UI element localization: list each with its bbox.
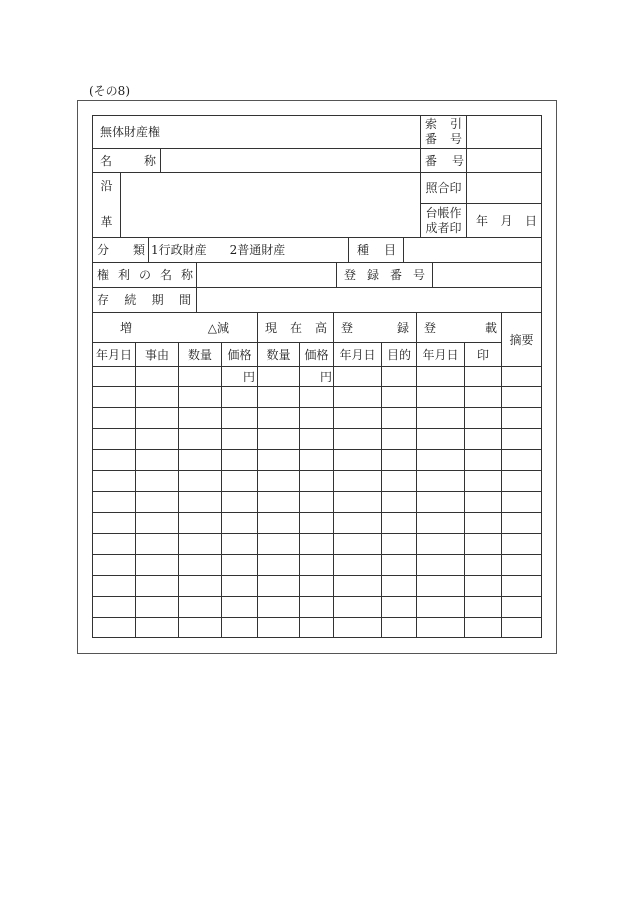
right-name-label: 権 利 の 名 称 <box>97 268 193 282</box>
ledger-cell-registration-date <box>334 408 382 428</box>
ledger-header <box>93 313 541 367</box>
number-label-cell <box>421 149 467 172</box>
ledger-cell-registration-date <box>334 429 382 449</box>
ledger-row <box>93 618 541 638</box>
category-label-cell <box>93 238 149 262</box>
ledger-cell-reason <box>136 576 179 596</box>
ledger-cell-registration-purpose <box>382 450 417 470</box>
column-header-entry-seal: 印 <box>476 347 489 362</box>
ledger-cell-balance-price <box>300 408 334 428</box>
ledger-cell-entry-date <box>417 618 465 637</box>
history-label-line2: 革 <box>100 215 113 229</box>
ledger-cell-quantity <box>179 597 222 617</box>
remarks-label: 摘要 <box>509 332 534 347</box>
ledger-cell-date <box>93 367 136 386</box>
increase-label: 増 <box>120 320 133 335</box>
ledger-cell-entry-seal <box>465 555 502 575</box>
ledger-cell-entry-seal <box>465 367 502 386</box>
name-row <box>93 149 541 173</box>
column-header-balance-price: 価格 <box>300 343 334 366</box>
ledger-row <box>93 597 541 618</box>
ledger-cell-registration-date <box>334 555 382 575</box>
ledger-cell-entry-seal <box>465 450 502 470</box>
ledger-cell-reason <box>136 534 179 554</box>
ledger-cell-reason <box>136 555 179 575</box>
ledger-cell-quantity <box>179 408 222 428</box>
ledger-cell-reason <box>136 367 179 386</box>
ledger-cell-entry-seal <box>465 387 502 407</box>
ledger-cell-remarks <box>502 534 541 554</box>
ledger-cell-reason <box>136 408 179 428</box>
name-label-cell <box>93 149 161 172</box>
ledger-cell-entry-date <box>417 513 465 533</box>
registration-label-right: 録 <box>396 320 409 335</box>
ledger-cell-registration-purpose <box>382 618 417 637</box>
ledger-cell-balance-quantity <box>258 534 300 554</box>
ledger-cell-balance-price <box>300 387 334 407</box>
ledger-cell-registration-purpose <box>382 534 417 554</box>
ledger-cell-entry-seal <box>465 429 502 449</box>
ledger-cell-remarks <box>502 618 541 637</box>
ledger-cell-registration-purpose <box>382 597 417 617</box>
category-label: 分 類 <box>97 243 145 257</box>
history-value-cell <box>121 173 421 237</box>
ledger-header-columns <box>93 313 502 366</box>
ledger-cell-price <box>222 429 258 449</box>
registration-label-left: 登 <box>341 320 354 335</box>
ledger-cell-entry-date <box>417 597 465 617</box>
decrease-label: △減 <box>207 320 229 335</box>
ledger-cell-date <box>93 492 136 512</box>
ledger-cell-date <box>93 387 136 407</box>
ledger-cell-balance-price <box>300 471 334 491</box>
right-name-value-cell <box>197 263 337 287</box>
ledger-cell-reason <box>136 471 179 491</box>
ledger-cell-quantity <box>179 513 222 533</box>
ledger-cell-registration-date <box>334 492 382 512</box>
ledger-cell-entry-date <box>417 387 465 407</box>
ledger-cell-remarks <box>502 513 541 533</box>
ledger-cell-remarks <box>502 450 541 470</box>
ledger-cell-balance-quantity <box>258 367 300 386</box>
ledger-cell-remarks <box>502 492 541 512</box>
ledger-cell-registration-date <box>334 471 382 491</box>
column-header-balance-quantity: 数量 <box>258 343 300 366</box>
ledger-cell-quantity <box>179 576 222 596</box>
ledger-cell-quantity <box>179 387 222 407</box>
registration-number-value-cell <box>433 263 541 287</box>
ledger-cell-price <box>222 555 258 575</box>
number-label: 番 号 <box>425 153 464 168</box>
ledger-cell-reason <box>136 492 179 512</box>
ledger-cell-registration-date <box>334 387 382 407</box>
ledger-cell-registration-purpose <box>382 492 417 512</box>
ledger-cell-balance-quantity <box>258 492 300 512</box>
collation-seal-value-cell <box>467 173 541 203</box>
column-header-registration-purpose: 目的 <box>382 343 417 366</box>
ledger-cell-balance-price <box>300 534 334 554</box>
ledger-cell-balance-quantity <box>258 618 300 637</box>
ledger-cell-balance-price <box>300 492 334 512</box>
column-header-price: 価格 <box>222 343 258 366</box>
ledger-cell-date <box>93 597 136 617</box>
ledger-cell-remarks <box>502 408 541 428</box>
ledger-cell-price <box>222 597 258 617</box>
category-option-general: 2普通財産 <box>229 243 286 257</box>
ledger-cell-quantity <box>179 492 222 512</box>
ledger-cell-reason <box>136 618 179 637</box>
ledger-cell-remarks <box>502 555 541 575</box>
ledger-cell-reason <box>136 387 179 407</box>
ledger-cell-remarks <box>502 576 541 596</box>
ledger-cell-registration-purpose <box>382 576 417 596</box>
title-row <box>93 116 541 149</box>
ledger-cell-reason <box>136 429 179 449</box>
ledger-cell-registration-date <box>334 534 382 554</box>
ledger-cell-reason <box>136 513 179 533</box>
ledger-cell-balance-price <box>300 429 334 449</box>
duration-label-cell <box>93 288 197 312</box>
ledger-cell-reason <box>136 597 179 617</box>
ledger-cell-price <box>222 387 258 407</box>
ledger-cell-price <box>222 450 258 470</box>
ledger-row <box>93 367 541 387</box>
ledger-cell-remarks <box>502 597 541 617</box>
ledger-cell-date <box>93 513 136 533</box>
ledger-cell-entry-date <box>417 534 465 554</box>
ledger-cell-registration-date <box>334 576 382 596</box>
currency-unit: 円 <box>242 369 255 384</box>
duration-label: 存 続 期 間 <box>97 293 191 307</box>
ledger-cell-entry-seal <box>465 513 502 533</box>
ledger-body <box>93 367 541 638</box>
ledger-cell-date <box>93 576 136 596</box>
ledger-cell-entry-seal <box>465 534 502 554</box>
ledger-cell-balance-quantity <box>258 555 300 575</box>
ledger-cell-remarks <box>502 429 541 449</box>
item-type-label: 種 目 <box>357 243 396 257</box>
ledger-cell-balance-quantity <box>258 450 300 470</box>
ledger-cell-balance-price <box>300 513 334 533</box>
ledger-header-columns-row <box>93 343 501 366</box>
item-type-label-cell <box>349 238 404 262</box>
ledger-cell-date <box>93 450 136 470</box>
duration-row <box>93 288 541 313</box>
ledger-creator-seal-label-line1: 台帳作 <box>425 205 462 220</box>
ledger-cell-balance-price <box>300 555 334 575</box>
ledger-cell-balance-price <box>300 618 334 637</box>
name-value-cell <box>161 149 421 172</box>
ledger-cell-balance-quantity <box>258 408 300 428</box>
item-type-value-cell <box>404 238 541 262</box>
ledger-cell-quantity <box>179 367 222 386</box>
ledger-cell-entry-date <box>417 576 465 596</box>
column-header-registration-date: 年月日 <box>334 343 382 366</box>
ledger-cell-date <box>93 408 136 428</box>
ledger-cell-entry-seal <box>465 408 502 428</box>
ledger-cell-registration-purpose <box>382 555 417 575</box>
ledger-cell-entry-date <box>417 555 465 575</box>
creation-date-label: 年 月 日 <box>476 213 537 228</box>
ledger-cell-quantity <box>179 534 222 554</box>
column-header-date: 年月日 <box>93 343 136 366</box>
duration-value-cell <box>197 288 541 312</box>
ledger-cell-registration-purpose <box>382 367 417 386</box>
form-title: 無体財産権 <box>100 125 161 139</box>
ledger-cell-remarks <box>502 471 541 491</box>
ledger-cell-balance-quantity <box>258 597 300 617</box>
ledger-cell-entry-date <box>417 450 465 470</box>
collation-seal-label-cell <box>421 173 467 203</box>
number-value-cell <box>467 149 541 172</box>
name-label: 名 称 <box>100 153 156 168</box>
ledger-row <box>93 387 541 408</box>
category-row <box>93 238 541 263</box>
ledger-cell-price <box>222 513 258 533</box>
ledger-cell-registration-date <box>334 513 382 533</box>
currency-unit: 円 <box>319 369 332 384</box>
ledger-cell-date <box>93 534 136 554</box>
creation-date-cell <box>467 204 541 237</box>
index-number-label-cell <box>421 116 467 148</box>
ledger-cell-registration-date <box>334 597 382 617</box>
index-number-value-cell <box>467 116 541 148</box>
entry-header <box>417 313 501 342</box>
ledger-cell-price <box>222 576 258 596</box>
current-balance-header <box>258 313 334 342</box>
index-number-label-line1: 索 引 <box>425 117 462 131</box>
ledger-creator-seal-label-cell <box>421 204 467 237</box>
ledger-cell-entry-seal <box>465 597 502 617</box>
history-label-line1: 沿 <box>100 179 113 193</box>
category-option-administrative: 1行政財産 <box>151 243 207 257</box>
ledger-row <box>93 471 541 492</box>
column-header-quantity: 数量 <box>179 343 222 366</box>
index-number-label-line2: 番 号 <box>425 132 462 146</box>
ledger-cell-balance-quantity <box>258 513 300 533</box>
ledger-header-groups <box>93 313 501 343</box>
category-options-cell <box>149 238 349 262</box>
ledger-cell-price <box>222 471 258 491</box>
ledger-creator-seal-row <box>421 204 541 237</box>
seal-section <box>421 173 541 237</box>
ledger-cell-entry-seal <box>465 471 502 491</box>
ledger-cell-entry-seal <box>465 618 502 637</box>
ledger-row <box>93 534 541 555</box>
ledger-cell-registration-purpose <box>382 513 417 533</box>
collation-seal-row <box>421 173 541 204</box>
ledger-cell-price <box>222 534 258 554</box>
ledger-cell-registration-date <box>334 367 382 386</box>
ledger-cell-price <box>222 367 258 386</box>
ledger-cell-remarks <box>502 367 541 386</box>
ledger-cell-quantity <box>179 450 222 470</box>
registration-number-label: 登 録 番 号 <box>344 268 425 282</box>
ledger-cell-balance-quantity <box>258 576 300 596</box>
ledger-cell-quantity <box>179 471 222 491</box>
ledger-cell-entry-seal <box>465 576 502 596</box>
entry-label-left: 登 <box>424 320 437 335</box>
ledger-creator-seal-label-line2: 成者印 <box>425 220 462 235</box>
ledger-cell-balance-price <box>300 367 334 386</box>
ledger-cell-entry-date <box>417 408 465 428</box>
index-number-label <box>425 117 462 147</box>
increase-decrease-header <box>93 313 258 342</box>
form-title-cell <box>93 116 421 148</box>
column-header-entry-date: 年月日 <box>417 343 465 366</box>
collation-seal-label: 照合印 <box>425 181 462 195</box>
remarks-header <box>502 313 541 366</box>
history-label-cell <box>93 173 121 237</box>
ledger-row <box>93 576 541 597</box>
ledger-cell-balance-quantity <box>258 387 300 407</box>
ledger-row <box>93 513 541 534</box>
ledger-row <box>93 429 541 450</box>
ledger-row <box>93 408 541 429</box>
ledger-cell-date <box>93 555 136 575</box>
ledger-cell-date <box>93 429 136 449</box>
ledger-cell-registration-purpose <box>382 429 417 449</box>
intangible-property-ledger-form <box>92 115 542 638</box>
ledger-cell-registration-date <box>334 450 382 470</box>
ledger-cell-balance-price <box>300 597 334 617</box>
ledger-cell-quantity <box>179 429 222 449</box>
ledger-cell-remarks <box>502 387 541 407</box>
entry-label-right: 載 <box>484 320 497 335</box>
right-name-row <box>93 263 541 288</box>
ledger-row <box>93 492 541 513</box>
registration-number-label-cell <box>337 263 433 287</box>
ledger-cell-registration-purpose <box>382 471 417 491</box>
ledger-cell-quantity <box>179 618 222 637</box>
ledger-cell-balance-quantity <box>258 429 300 449</box>
ledger-cell-date <box>93 618 136 637</box>
ledger-row <box>93 555 541 576</box>
ledger-cell-quantity <box>179 555 222 575</box>
right-name-label-cell <box>93 263 197 287</box>
ledger-creator-seal-label <box>421 206 466 236</box>
ledger-cell-registration-purpose <box>382 408 417 428</box>
ledger-row <box>93 450 541 471</box>
history-row <box>93 173 541 238</box>
ledger-cell-reason <box>136 450 179 470</box>
ledger-cell-registration-purpose <box>382 387 417 407</box>
ledger-cell-entry-date <box>417 471 465 491</box>
ledger-cell-date <box>93 471 136 491</box>
current-balance-label: 現 在 高 <box>265 320 327 335</box>
ledger-cell-entry-date <box>417 429 465 449</box>
column-header-reason: 事由 <box>136 343 179 366</box>
registration-header <box>334 313 417 342</box>
ledger-cell-registration-date <box>334 618 382 637</box>
ledger-cell-balance-price <box>300 576 334 596</box>
ledger-cell-price <box>222 408 258 428</box>
ledger-cell-price <box>222 618 258 637</box>
ledger-cell-price <box>222 492 258 512</box>
ledger-cell-entry-date <box>417 367 465 386</box>
ledger-cell-entry-seal <box>465 492 502 512</box>
ledger-cell-entry-date <box>417 492 465 512</box>
form-sheet-number: (その8) <box>89 84 130 98</box>
ledger-cell-balance-price <box>300 450 334 470</box>
ledger-cell-balance-quantity <box>258 471 300 491</box>
